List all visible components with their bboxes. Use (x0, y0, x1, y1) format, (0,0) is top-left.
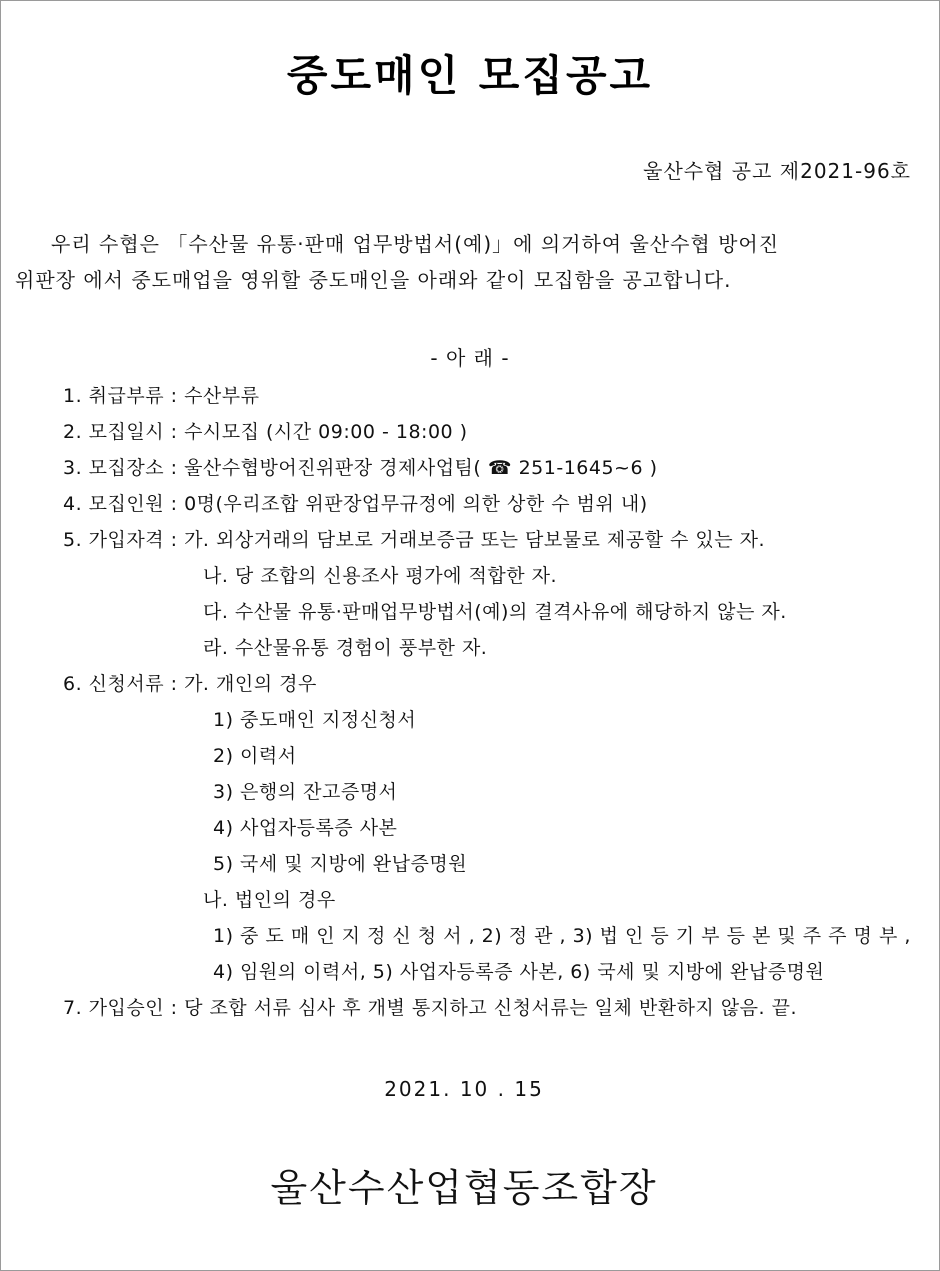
item-documents-corporate: 나. 법인의 경우 (203, 889, 336, 911)
item-qualification-d: 라. 수산물유통 경험이 풍부한 자. (203, 637, 488, 659)
item-handled-category: 1. 취급부류 : 수산부류 (63, 385, 260, 407)
item-recruit-period: 2. 모집일시 : 수시모집 (시간 09:00 - 18:00 ) (63, 421, 468, 443)
issuer-name: 울산수산업협동조합장 (270, 1166, 658, 1210)
item-document-5: 5) 국세 및 지방에 완납증명원 (213, 853, 468, 875)
item-corporate-docs-1: 1) 중 도 매 인 지 정 신 청 서 , 2) 정 관 , 3) 법 인 등 기 부 등 본 및 주 주 명 부 , (213, 925, 911, 947)
item-approval: 7. 가입승인 : 당 조합 서류 심사 후 개별 통지하고 신청서류는 일체 반환하지 않음. 끝. (63, 997, 797, 1019)
intro-line-1: 우리 수협은 「수산물 유통·판매 업무방법서(예)」에 의거하여 울산수협 방어진 (51, 232, 780, 256)
item-qualification-a: 5. 가입자격 : 가. 외상거래의 담보로 거래보증금 또는 담보물로 제공할 수 있는 자. (63, 529, 766, 551)
notice-number: 울산수협 공고 제2021-96호 (643, 159, 911, 183)
item-list (63, 378, 923, 1026)
page-title: 중도매인 모집공고 (286, 51, 654, 100)
intro-line-2: 위판장 에서 중도매업을 영위할 중도매인을 아래와 같이 모집함을 공고합니다. (15, 268, 732, 292)
item-document-2: 2) 이력서 (213, 745, 297, 767)
item-documents-individual: 6. 신청서류 : 가. 개인의 경우 (63, 673, 317, 695)
item-corporate-docs-2: 4) 임원의 이력서, 5) 사업자등록증 사본, 6) 국세 및 지방에 완납증명원 (213, 961, 825, 983)
item-recruit-count: 4. 모집인원 : 0명(우리조합 위판장업무규정에 의한 상한 수 범위 내) (63, 493, 648, 515)
item-document-4: 4) 사업자등록증 사본 (213, 817, 398, 839)
item-document-3: 3) 은행의 잔고증명서 (213, 781, 398, 803)
item-qualification-b: 나. 당 조합의 신용조사 평가에 적합한 자. (203, 565, 557, 587)
item-recruit-place: 3. 모집장소 : 울산수협방어진위판장 경제사업팀( ☎ 251-1645~6 ) (63, 457, 658, 479)
below-heading: - 아 래 - (430, 346, 510, 370)
item-document-1: 1) 중도매인 지정신청서 (213, 709, 417, 731)
notice-date: 2021. 10 . 15 (384, 1077, 544, 1101)
item-qualification-c: 다. 수산물 유통·판매업무방법서(예)의 결격사유에 해당하지 않는 자. (203, 601, 787, 623)
intro-paragraph (15, 226, 915, 298)
